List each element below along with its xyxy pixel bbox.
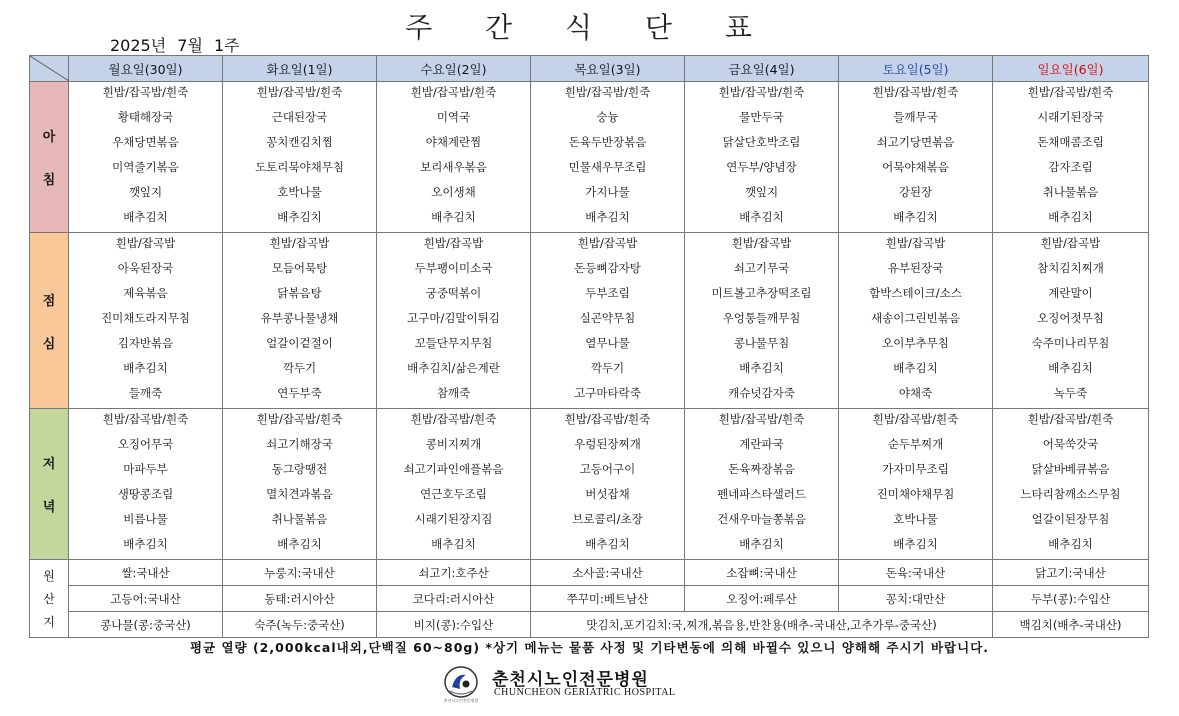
breakfast-menu-item: 호박나물	[277, 185, 322, 199]
origin-label	[30, 560, 69, 638]
origin-cell: 닭고기:국내산	[993, 560, 1149, 586]
breakfast-menu-item: 연두부/양념장	[726, 160, 797, 174]
week-subtitle: 2025년 7월 1주	[110, 36, 240, 55]
lunch-cell-thu	[531, 233, 685, 409]
lunch-menu-item: 캐슈넛감자죽	[728, 386, 795, 400]
breakfast-menu-item: 깻잎지	[744, 185, 779, 199]
dinner-menu-item: 흰밥/잡곡밥/흰죽	[564, 412, 651, 426]
breakfast-menu-item: 흰밥/잡곡밥/흰죽	[872, 85, 959, 99]
breakfast-menu-item: 숭늉	[596, 110, 619, 124]
origin-row-2	[30, 586, 1149, 612]
lunch-menu-item: 참치김치찌개	[1037, 261, 1104, 275]
day-header-sun: 일요일(6일)	[993, 56, 1149, 82]
lunch-menu-item: 모듬어묵탕	[271, 261, 328, 275]
dinner-cell-mon	[69, 409, 223, 560]
dinner-menu-item: 느타리참깨소스무침	[1020, 487, 1121, 501]
hospital-name-en: CHUNCHEON GERIATRIC HOSPITAL	[494, 687, 676, 698]
origin-cell: 콩나물(콩:중국산)	[69, 612, 223, 638]
breakfast-menu-item: 근대된장국	[271, 110, 328, 124]
day-header-sat: 토요일(5일)	[839, 56, 993, 82]
breakfast-cell-sat	[839, 82, 993, 233]
dinner-menu-item: 브로콜리/초장	[572, 512, 643, 526]
origin-cell: 소사골:국내산	[531, 560, 685, 586]
meal-label-char: 침	[42, 173, 56, 188]
dinner-menu-item: 계란파국	[739, 437, 784, 451]
origin-cell-kimchi: 맛김치,포기김치:국,찌개,볶음용,반찬용(배추-국내산,고추가루-중국산)	[531, 612, 993, 638]
lunch-menu-item: 유부콩나물냉채	[260, 311, 339, 325]
breakfast-menu-item: 흰밥/잡곡밥/흰죽	[564, 85, 651, 99]
dinner-menu-item: 배추김치	[431, 537, 476, 551]
breakfast-label	[30, 82, 69, 233]
dinner-cell-sun	[993, 409, 1149, 560]
dinner-menu-item: 호박나물	[893, 512, 938, 526]
breakfast-menu-item: 흰밥/잡곡밥/흰죽	[718, 85, 805, 99]
lunch-menu-item: 참깨죽	[436, 386, 471, 400]
lunch-menu-item: 닭볶음탕	[277, 286, 322, 300]
origin-cell: 코다리:러시아산	[377, 586, 531, 612]
breakfast-menu-item: 흰밥/잡곡밥/흰죽	[1027, 85, 1114, 99]
breakfast-cell-mon	[69, 82, 223, 233]
lunch-menu-item: 우엉통들깨무침	[722, 311, 801, 325]
lunch-menu-item: 오이부추무침	[882, 336, 949, 350]
breakfast-menu-item: 배추김치	[739, 210, 784, 224]
dinner-menu-item: 비름나물	[123, 512, 168, 526]
breakfast-menu-item: 보리새우볶음	[420, 160, 487, 174]
dinner-menu-item: 고등어구이	[579, 462, 636, 476]
lunch-menu-item: 깍두기	[282, 361, 317, 375]
breakfast-menu-item: 황태해장국	[117, 110, 174, 124]
origin-cell: 오징어:페루산	[685, 586, 839, 612]
lunch-label	[30, 233, 69, 409]
dinner-menu-item: 우렁된장찌개	[574, 437, 641, 451]
day-header-thu: 목요일(3일)	[531, 56, 685, 82]
dinner-cell-tue	[223, 409, 377, 560]
lunch-menu-item: 함박스테이크/소스	[869, 286, 962, 300]
origin-row-1	[30, 560, 1149, 586]
lunch-menu-item: 실곤약무침	[579, 311, 636, 325]
lunch-menu-item: 야채죽	[898, 386, 933, 400]
breakfast-cell-sun	[993, 82, 1149, 233]
dinner-menu-item: 흰밥/잡곡밥/흰죽	[718, 412, 805, 426]
lunch-menu-item: 배추김치/삶은계란	[407, 361, 500, 375]
breakfast-menu-item: 쇠고기당면볶음	[876, 135, 955, 149]
breakfast-menu-item: 오이생채	[431, 185, 476, 199]
dinner-menu-item: 얼갈이된장무침	[1031, 512, 1110, 526]
dinner-menu-item: 멸치견과볶음	[266, 487, 333, 501]
dinner-cell-thu	[531, 409, 685, 560]
breakfast-menu-item: 야채계란찜	[425, 135, 482, 149]
origin-cell: 비지(콩):수입산	[377, 612, 531, 638]
dinner-menu-item: 배추김치	[277, 537, 322, 551]
lunch-menu-item: 배추김치	[123, 361, 168, 375]
breakfast-menu-item: 배추김치	[585, 210, 630, 224]
lunch-menu-item: 궁중떡볶이	[425, 286, 482, 300]
lunch-menu-item: 오징어젓무침	[1037, 311, 1104, 325]
breakfast-menu-item: 닭살단호박조림	[722, 135, 801, 149]
dinner-menu-item: 생땅콩조림	[117, 487, 174, 501]
lunch-menu-item: 배추김치	[1048, 361, 1093, 375]
lunch-menu-item: 깍두기	[590, 361, 625, 375]
lunch-menu-item: 제육볶음	[123, 286, 168, 300]
dinner-menu-item: 쇠고기해장국	[266, 437, 333, 451]
dinner-menu-item: 배추김치	[1048, 537, 1093, 551]
dinner-menu-item: 가자미무조림	[882, 462, 949, 476]
breakfast-menu-item: 흰밥/잡곡밥/흰죽	[410, 85, 497, 99]
breakfast-menu-item: 강된장	[898, 185, 933, 199]
meal-label-char: 아	[42, 130, 56, 145]
lunch-row	[30, 233, 1149, 409]
lunch-menu-item: 계란말이	[1048, 286, 1093, 300]
lunch-menu-item: 흰밥/잡곡밥	[577, 236, 638, 250]
lunch-menu-item: 콩나물무침	[733, 336, 790, 350]
svg-text:춘천시노인전문병원: 춘천시노인전문병원	[443, 698, 479, 703]
day-header-fri: 금요일(4일)	[685, 56, 839, 82]
breakfast-menu-item: 미역줄기볶음	[112, 160, 179, 174]
dinner-menu-item: 연근호두조림	[420, 487, 487, 501]
lunch-menu-item: 미트볼고추장떡조림	[711, 286, 812, 300]
dinner-menu-item: 흰밥/잡곡밥/흰죽	[256, 412, 343, 426]
lunch-cell-tue	[223, 233, 377, 409]
lunch-menu-item: 흰밥/잡곡밥	[269, 236, 330, 250]
dinner-menu-item: 쇠고기파인애플볶음	[403, 462, 504, 476]
hospital-name: 춘천시노인전문병원	[492, 670, 649, 690]
breakfast-menu-item: 배추김치	[431, 210, 476, 224]
breakfast-menu-item: 물만두국	[739, 110, 784, 124]
meal-label-char: 점	[42, 293, 56, 309]
lunch-menu-item: 흰밥/잡곡밥	[731, 236, 792, 250]
day-header-wed: 수요일(2일)	[377, 56, 531, 82]
origin-cell: 꽁치:대만산	[839, 586, 993, 612]
hospital-logo-icon	[442, 665, 480, 703]
lunch-cell-sun	[993, 233, 1149, 409]
dinner-menu-item: 배추김치	[893, 537, 938, 551]
breakfast-cell-tue	[223, 82, 377, 233]
breakfast-menu-item: 가지나물	[585, 185, 630, 199]
breakfast-menu-item: 도토리묵야채무침	[255, 160, 344, 174]
dinner-menu-item: 펜네파스타샐러드	[717, 487, 806, 501]
dinner-menu-item: 건새우마늘쫑볶음	[717, 512, 806, 526]
lunch-menu-item: 아욱된장국	[117, 261, 174, 275]
dinner-menu-item: 흰밥/잡곡밥/흰죽	[872, 412, 959, 426]
meal-label-char: 심	[42, 336, 56, 352]
day-header-mon: 월요일(30일)	[69, 56, 223, 82]
lunch-cell-fri	[685, 233, 839, 409]
breakfast-menu-item: 미역국	[436, 110, 471, 124]
dinner-menu-item: 배추김치	[739, 537, 784, 551]
lunch-menu-item: 흰밥/잡곡밥	[115, 236, 176, 250]
origin-cell: 누룽지:국내산	[223, 560, 377, 586]
day-header-tue: 화요일(1일)	[223, 56, 377, 82]
dinner-cell-fri	[685, 409, 839, 560]
dinner-menu-item: 흰밥/잡곡밥/흰죽	[102, 412, 189, 426]
breakfast-menu-item: 들깨무국	[893, 110, 938, 124]
diagonal-line	[30, 56, 69, 81]
breakfast-menu-item: 흰밥/잡곡밥/흰죽	[256, 85, 343, 99]
lunch-menu-item: 두부조림	[585, 286, 630, 300]
lunch-menu-item: 배추김치	[739, 361, 784, 375]
dinner-menu-item: 시래기된장지짐	[414, 512, 493, 526]
origin-cell: 쭈꾸미:베트남산	[531, 586, 685, 612]
lunch-menu-item: 진미채도라지무침	[101, 311, 190, 325]
lunch-menu-item: 돈등뼈감자탕	[574, 261, 641, 275]
lunch-menu-item: 유부된장국	[887, 261, 944, 275]
lunch-menu-item: 김자반볶음	[117, 336, 174, 350]
dinner-menu-item: 진미채야채무침	[876, 487, 955, 501]
lunch-menu-item: 연두부죽	[277, 386, 322, 400]
lunch-menu-item: 흰밥/잡곡밥	[423, 236, 484, 250]
dinner-menu-item: 마파두부	[123, 462, 168, 476]
dinner-menu-item: 배추김치	[585, 537, 630, 551]
meal-label-char: 녁	[42, 500, 56, 515]
lunch-menu-item: 배추김치	[893, 361, 938, 375]
dinner-menu-item: 닭살바베큐볶음	[1031, 462, 1110, 476]
origin-cell: 백김치(배추-국내산)	[993, 612, 1149, 638]
dinner-menu-item: 오징어무국	[117, 437, 174, 451]
dinner-menu-item: 취나물볶음	[271, 512, 328, 526]
breakfast-menu-item: 어묵야채볶음	[882, 160, 949, 174]
breakfast-menu-item: 흰밥/잡곡밥/흰죽	[102, 85, 189, 99]
dinner-row	[30, 409, 1149, 560]
breakfast-menu-item: 배추김치	[277, 210, 322, 224]
dinner-menu-item: 흰밥/잡곡밥/흰죽	[1027, 412, 1114, 426]
breakfast-cell-fri	[685, 82, 839, 233]
origin-label-char: 산	[43, 592, 55, 606]
lunch-cell-sat	[839, 233, 993, 409]
breakfast-menu-item: 배추김치	[1048, 210, 1093, 224]
lunch-cell-mon	[69, 233, 223, 409]
lunch-menu-item: 고구마/김말이튀김	[407, 311, 500, 325]
lunch-menu-item: 숙주미나리무침	[1031, 336, 1110, 350]
origin-label-char: 지	[43, 615, 55, 629]
dinner-menu-item: 배추김치	[123, 537, 168, 551]
dinner-menu-item: 흰밥/잡곡밥/흰죽	[410, 412, 497, 426]
lunch-menu-item: 꼬들단무지무침	[414, 336, 493, 350]
breakfast-menu-item: 우채당면볶음	[112, 135, 179, 149]
breakfast-menu-item: 취나물볶음	[1042, 185, 1099, 199]
breakfast-menu-item: 배추김치	[123, 210, 168, 224]
breakfast-menu-item: 배추김치	[893, 210, 938, 224]
dinner-menu-item: 돈육짜장볶음	[728, 462, 795, 476]
corner-cell	[30, 56, 69, 82]
dinner-menu-item: 버섯잡채	[585, 487, 630, 501]
breakfast-menu-item: 시래기된장국	[1037, 110, 1104, 124]
lunch-menu-item: 얼갈이겉절이	[266, 336, 333, 350]
breakfast-menu-item: 깻잎지	[128, 185, 163, 199]
lunch-menu-item: 쇠고기무국	[733, 261, 790, 275]
lunch-menu-item: 두부팽이미소국	[414, 261, 493, 275]
origin-cell: 동태:러시아산	[223, 586, 377, 612]
dinner-menu-item: 순두부찌개	[887, 437, 944, 451]
origin-cell: 쌀:국내산	[69, 560, 223, 586]
origin-row-3	[30, 612, 1149, 638]
lunch-menu-item: 녹두죽	[1053, 386, 1088, 400]
day-header-row	[30, 56, 1149, 82]
breakfast-menu-item: 돈육두반장볶음	[568, 135, 647, 149]
breakfast-menu-item: 감자조림	[1048, 160, 1093, 174]
lunch-menu-item: 새송이그린빈볶음	[871, 311, 960, 325]
origin-cell: 고등어:국내산	[69, 586, 223, 612]
meal-label-char: 저	[42, 457, 56, 472]
breakfast-menu-item: 민물새우무조림	[568, 160, 647, 174]
dinner-menu-item: 콩비지찌개	[425, 437, 482, 451]
calorie-notice: 평균 열량 (2,000kcal내외,단백질 60~80g) *상기 메뉴는 물품 사정 및 기타변동에 의해 바뀔수 있으니 양해해 주시기 바랍니다.	[189, 640, 990, 655]
breakfast-menu-item: 꽁치캔김치찜	[266, 135, 333, 149]
origin-label-char: 원	[43, 569, 55, 583]
lunch-menu-item: 흰밥/잡곡밥	[1040, 236, 1101, 250]
dinner-menu-item: 어묵쑥갓국	[1042, 437, 1099, 451]
breakfast-menu-item: 돈채매콤조림	[1037, 135, 1104, 149]
lunch-menu-item: 고구마타락죽	[574, 386, 641, 400]
dinner-menu-item: 동그랑땡전	[271, 462, 328, 476]
origin-cell: 숙주(녹두:중국산)	[223, 612, 377, 638]
breakfast-row	[30, 82, 1149, 233]
origin-cell: 돈육:국내산	[839, 560, 993, 586]
dinner-label	[30, 409, 69, 560]
dinner-cell-wed	[377, 409, 531, 560]
lunch-menu-item: 들깨죽	[128, 386, 163, 400]
page-title: 주 간 식 단 표	[405, 11, 774, 44]
lunch-menu-item: 흰밥/잡곡밥	[885, 236, 946, 250]
dinner-cell-sat	[839, 409, 993, 560]
origin-cell: 두부(콩):수입산	[993, 586, 1149, 612]
origin-cell: 소잡뼈:국내산	[685, 560, 839, 586]
lunch-cell-wed	[377, 233, 531, 409]
weekly-menu-table	[29, 55, 1149, 638]
origin-cell: 쇠고기:호주산	[377, 560, 531, 586]
lunch-menu-item: 열무나물	[585, 336, 630, 350]
breakfast-cell-thu	[531, 82, 685, 233]
breakfast-cell-wed	[377, 82, 531, 233]
